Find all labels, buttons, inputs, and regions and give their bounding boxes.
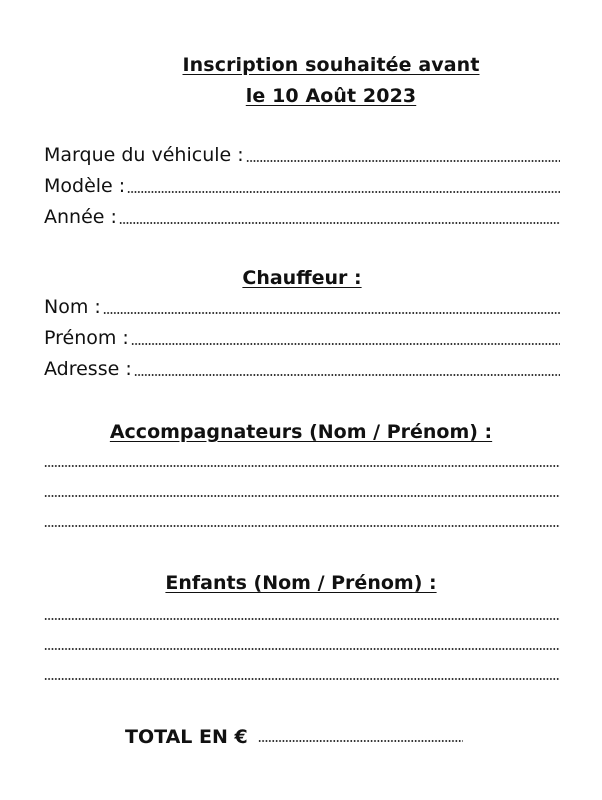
child-line-3[interactable] <box>44 677 560 681</box>
driver-last-name-field[interactable] <box>44 295 560 319</box>
vehicle-model-field[interactable] <box>44 174 560 198</box>
driver-first-name-label: Prénom : <box>44 327 129 349</box>
driver-address-dotted-line[interactable] <box>134 373 560 377</box>
driver-last-name-dotted-line[interactable] <box>103 311 560 315</box>
vehicle-model-label: Modèle : <box>44 175 126 197</box>
driver-heading: Chauffeur : <box>242 267 362 289</box>
driver-first-name-field[interactable] <box>44 326 560 350</box>
driver-address-field[interactable] <box>44 357 560 381</box>
deadline-title-line-1: Inscription souhaitée avant <box>182 54 480 76</box>
vehicle-year-dotted-line[interactable] <box>119 221 560 225</box>
companions-heading: Accompagnateurs (Nom / Prénom) : <box>109 421 493 443</box>
vehicle-brand-label: Marque du véhicule : <box>44 144 244 166</box>
vehicle-year-label: Année : <box>44 206 117 228</box>
driver-address-label: Adresse : <box>44 358 132 380</box>
child-line-1[interactable] <box>44 617 560 621</box>
companion-line-2[interactable] <box>44 494 560 498</box>
vehicle-model-dotted-line[interactable] <box>127 190 560 194</box>
companion-line-3[interactable] <box>44 524 560 528</box>
total-label: TOTAL EN € <box>125 726 248 748</box>
child-line-2[interactable] <box>44 647 560 651</box>
driver-last-name-label: Nom : <box>44 296 101 318</box>
total-dotted-line[interactable] <box>258 739 463 743</box>
deadline-title-line-2: le 10 Août 2023 <box>245 85 417 107</box>
companion-line-1[interactable] <box>44 464 560 468</box>
vehicle-brand-dotted-line[interactable] <box>246 159 560 163</box>
total-field[interactable] <box>125 722 463 748</box>
vehicle-brand-field[interactable] <box>44 143 560 167</box>
vehicle-year-field[interactable] <box>44 205 560 229</box>
driver-first-name-dotted-line[interactable] <box>131 342 560 346</box>
children-heading: Enfants (Nom / Prénom) : <box>165 572 437 594</box>
